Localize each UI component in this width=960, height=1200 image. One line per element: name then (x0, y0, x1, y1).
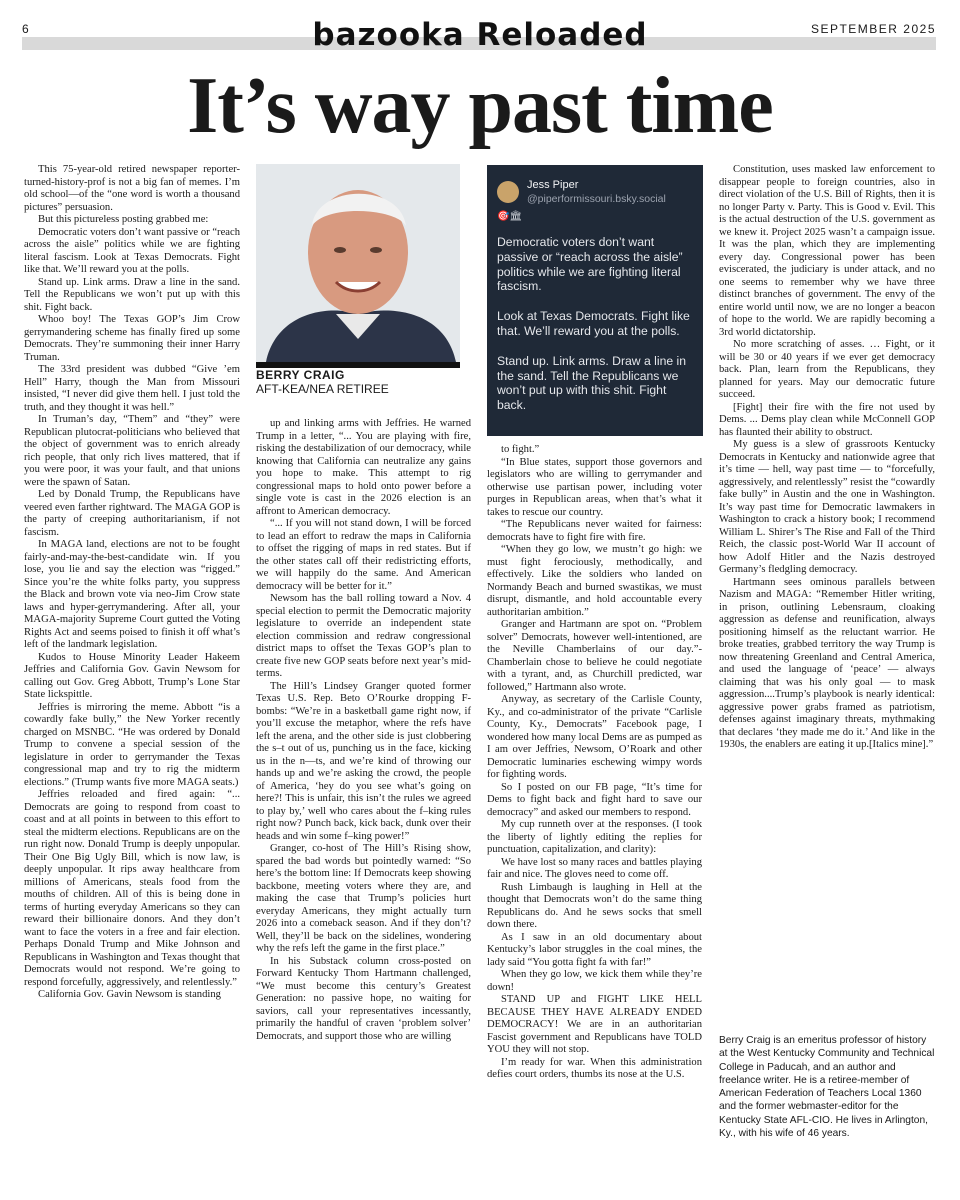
issue-date: SEPTEMBER 2025 (810, 22, 936, 36)
article-paragraph: Stand up. Link arms. Draw a line in the sand. Tell the Republicans we won’t put up with this shit. Fight back. (24, 276, 240, 313)
byline-name: BERRY CRAIG (256, 368, 345, 382)
publication-masthead: bazooka Reloaded (312, 17, 648, 53)
article-paragraph: My guess is a slew of grassroots Kentucky Democrats in Kentucky and nationwide agree that it’s time — hell, way past time — to “forcefully, aggressively, and relentlessly” resist the “cowardly fake bully” in Austin and the one in Washington. It’s way past time for Democratic lawmakers in Washington to crack a history book; I recommend William L. Shirer’s The Rise and Fall of the Third Reich, the classic post-World War II account of how Adolf Hitler and the Nazis destroyed Germany’s fledgling democracy. (719, 439, 935, 575)
article-paragraph: up and linking arms with Jeffries. He warned Trump in a letter, “... You are playing with fire, risking the destabilization of our democracy, while knowing that California can neutralize any gains you hope to make. This attempt to rig congressional maps to hold onto power before a single vote is cast in the 2026 election is an affront to American democracy. (256, 418, 471, 517)
article-paragraph: Hartmann sees ominous parallels between Nazism and MAGA: “Remember Hitler writing, in prison, outlining Lebensraum, cloaking aggression as defense and reunification, always positioning himself as the reluctant warrior. He broke treaties, grabbed territory the way Trump is now threatening Greenland and Central America, and used the language of ‘peace’ — always claiming that was his only goal — to mask aggression....Trump’s playbook is nearly identical: aggressive power grabs framed as patriotism, defenses against imaginary threats, mythmaking that declares ‘they made me do it.’ And like in the 1930s, the enablers are eating it up.[Italics mine].” (719, 576, 935, 750)
article-paragraph: The 33rd president was dubbed “Give ’em Hell” Harry, though the Man from Missouri insisted, “I never did give them hell. I just told the truth, and they thought it was hell.” (24, 364, 240, 413)
article-paragraph: This 75-year-old retired newspaper reporter-turned-history-prof is not a big fan of memes. I’m old school—of the “one word is worth a thousand pictures” persuasion. (24, 164, 240, 213)
article-paragraph: Kudos to House Minority Leader Hakeem Jeffries and California Gov. Gavin Newsom for calling out Gov. Greg Abbott, Trump’s Lone Star State lickspittle. (24, 651, 240, 700)
article-paragraph: Granger and Hartmann are spot on. “Problem solver” Democrats, however well-intentioned, are the Neville Chamberlains of our day.”- Chamberlain chose to believe he could negotiate with a tyrant, and, as Churchill predicted, war followed,” Hartmann also wrote. (487, 619, 702, 693)
page-number: 6 (22, 22, 30, 36)
article-paragraph: No more scratching of asses. … Fight, or it will be 30 or 40 years if we ever get democracy back. Plan, learn from the Republicans, they planned for years. May our democratic future succeed. (719, 339, 935, 400)
article-paragraph: California Gov. Gavin Newsom is standing (38, 989, 221, 1000)
article-paragraph: We have lost so many races and battles playing fair and nice. The gloves need to come off. (487, 856, 702, 880)
article-column-3 (487, 444, 702, 1082)
article-column-2 (256, 418, 471, 1043)
article-paragraph: In Truman’s day, “Them” and “they” were Republican plutocrat-politicians who believed that the object of government was to enrich already rich people, that only rich lives mattered, that if you were poor, it was your fault, and that unions were the spawn of Satan. (24, 414, 240, 488)
article-paragraph: Led by Donald Trump, the Republicans have veered even farther rightward. The MAGA GOP is the party of creeping authoritarianism, if not fascism. (24, 489, 240, 538)
article-paragraph: Anyway, as secretary of the Carlisle County, Ky., and co-administrator of the private “Carlisle County, Ky., Democrats” Facebook page, I wondered how many local Dems are as pumped as I am over Jeffries, Newsom, O’Roark and other Democratic luminaries eschewing wimpy words for fighting words. (487, 694, 702, 780)
article-paragraph: When they go low, we kick them while they’re down! (487, 969, 702, 993)
article-paragraph: “When they go low, we mustn’t go high: we must fight ferociously, methodically, and effectively. Like the soldiers who landed on Normandy Beach and burned swastikas, we must disrupt, dismantle, and hold accountable every authoritarian ambition.” (487, 544, 702, 618)
article-paragraph: Jeffries is mirroring the meme. Abbott “is a cowardly fake bully,” the New Yorker recently charged on MSNBC. “He was ordered by Donald Trump to convene a special session of the legislature in order to gerrymander the Texas congressional map and try to rig the midterm elections.” (Trump wants five more MAGA seats.) (24, 701, 240, 788)
article-column-4 (719, 164, 935, 752)
article-paragraph: Democratic voters don’t want passive or “reach across the aisle” politics while we are fighting literal fascism. Look at Texas Democrats. Fight like that. We’ll reward you at the polls. (24, 226, 240, 275)
article-paragraph: The Hill’s Lindsey Granger quoted former Texas U.S. Rep. Beto O’Rourke dropping F-bombs: “We’re in a basketball game right now, if you’ll excuse the metaphor, where the refs have left the arena, and the other side is just clobbering the s–t out of us, punching us in the face, kicking us in the n—ts, and we’re kind of throwing our hands up and we’re asking the crowd, the people of America, ‘hey do you see what’s going on here?! This is unfair, this isn’t the rules we agreed to play by,’ well who cares about the f–king rules right now? Punch back, kick back, dunk over their heads and win some f–king power!” (256, 680, 471, 842)
article-paragraph: Rush Limbaugh is laughing in Hell at the thought that Democrats won’t do the same thing Republicans do. And he sews socks that smell down there. (487, 881, 702, 930)
byline-title: AFT-KEA/NEA RETIREE (256, 382, 389, 396)
article-paragraph: [Fight] their fire with the fire not used by Dems. ... Dems play clean while McConnell GOP has flaunted their ability to obstruct. (719, 401, 935, 438)
article-paragraph: But this pictureless posting grabbed me: (38, 214, 209, 225)
post-badges: 🎯🏛 (497, 211, 523, 222)
post-paragraph: Stand up. Link arms. Draw a line in the sand. Tell the Republicans we won’t put up with this shit. Fight back. (497, 353, 686, 413)
article-paragraph: STAND UP and FIGHT LIKE HELL BECAUSE THEY HAVE ALREADY ENDED DEMOCRACY! We are in an authoritarian Fascist government and Republicans have TOLD YOU they will not stop. (487, 994, 702, 1055)
article-paragraph: “... If you will not stand down, I will be forced to lead an effort to redraw the maps in California to offset the rigging of maps in red states. But if the other states call off their redistricting efforts, we will happily do the same. And American democracy will be better for it.” (256, 518, 471, 592)
article-paragraph: Newsom has the ball rolling toward a Nov. 4 special election to permit the Democratic majority legislature to override an independent state election commission and redraw congressional district maps to offset the Texas GOP’s plan to create five new GOP seats before next year’s mid-terms. (256, 593, 471, 679)
article-paragraph: Granger, co-host of The Hill’s Rising show, spared the bad words but pointedly warned: “So here’s the bottom line: If Democrats keep showing backbone, meeting voters where they are, and making the case that Trump’s policies hurt everyday Americans, they might actually turn 2026 into a comeback season. And if they don’t? Well, they’ll be back on the sidelines, wondering why the refs left the game in the first place.” (256, 843, 471, 954)
article-paragraph: I’m ready for war. When this administration defies court orders, thumbs its nose at the U.S. (487, 1056, 702, 1080)
avatar (497, 181, 519, 203)
article-paragraph: “The Republicans never waited for fairness: democrats have to fight fire with fire. (487, 519, 702, 543)
article-paragraph: In MAGA land, elections are not to be fought fairly-and-may-the-best-candidate win. If you lose, you lie and say the election was “rigged.” Since you’re the white folks party, you suppress the Black and brown vote via neo-Jim Crow state laws and hyper-gerrymandering. After all, your MAGA-majority Supreme Court gutted the Voting Rights Act and seems poised to finish it off what’s left of the landmark legislation. (24, 539, 240, 650)
author-bio: Berry Craig is an emeritus professor of history at the West Kentucky Community and Technical College in Paducah, and an author and freelance writer. He is a retiree-member of American Federation of Teachers Local 1360 and the former webmaster-editor for the Kentucky State AFL-CIO. He lives in Arlington, Ky., with his wife of 46 years. (719, 1035, 935, 1140)
article-paragraph: to fight.” (501, 444, 540, 455)
post-author: Jess Piper (527, 179, 579, 191)
article-paragraph: Jeffries reloaded and fired again: “... Democrats are going to respond from coast to coast and at all points in between to this effort to steal the midterm elections. Republicans are on the run right now. Donald Trump is deeply unpopular. Their One Big Ugly Bill, which is now law, is deeply unpopular. It rips away healthcare from millions of Americans, steals food from the mouths of children. All of this is being done in terms of hurting everyday Americans so they can reward their billionaire donors. And they don’t want to face the voters in a free and fair election. Perhaps Donald Trump and Mike Johnson and Republicans in Washington and Texas thought that Democrats would not respond. We’re going to respond forcefully, aggressively, and relentlessly.” (24, 789, 240, 988)
post-handle: @piperformissouri.bsky.social (527, 193, 666, 205)
author-portrait-graphic (256, 164, 460, 362)
article-paragraph: As I saw in an old documentary about Kentucky’s labor struggles in the coal mines, the lady said “You gotta fight fa with far!” (487, 931, 702, 968)
author-photo (256, 164, 460, 368)
article-paragraph: “In Blue states, support those governors and legislators who are willing to gerrymander and otherwise use partisan power, including voter purges in Republican areas, when that’s what it takes to rescue our country. (487, 456, 702, 518)
article-paragraph: So I posted on our FB page, “It’s time for Dems to fight back and fight hard to save our democracy” and asked our members to respond. (487, 781, 702, 818)
article-paragraph: In his Substack column cross-posted on Forward Kentucky Thom Hartmann challenged, “We must become this century’s Greatest Generation: no passive hope, no waiting for saviors, call your representatives incessantly, primarily the handful of craven ‘problem solver’ Democrats, and support those who are willing (256, 955, 471, 1042)
article-paragraph: Whoo boy! The Texas GOP’s Jim Crow gerrymandering scheme has finally fired up some Democrats. They’re summoning their inner Harry Truman. (24, 314, 240, 363)
post-body (497, 235, 697, 428)
article-column-1 (24, 164, 240, 1002)
post-paragraph: Democratic voters don’t want passive or “reach across the aisle” politics while we are fighting literal fascism. (497, 235, 683, 294)
article-paragraph: My cup runneth over at the responses. (I took the liberty of lightly editing the replies for punctuation, capitalization, and clarity): (487, 819, 702, 855)
social-post-screenshot (487, 165, 703, 436)
article-paragraph: Constitution, uses masked law enforcement to disappear people to foreign countries, also in direct violation of the U.S. Bill of Rights, then it is no longer Party v. Party. This is Good v. Evil. This is the actual destruction of the U.S. government as we knew it. Project 2025 wasn’t a campaign issue. It was the plan, which they are implementing every day. Congressional power has been eviscerated, the judiciary is under attack, and no one seems to remember why we have three distinct branches of government. The envy of the entire world until now, we are no longer a beacon of hope to the world. We are rapidly becoming a 3rd world dictatorship. (719, 164, 935, 338)
article-headline: It’s way past time (187, 62, 773, 150)
post-paragraph: Look at Texas Democrats. Fight like that. We’ll reward you at the polls. (497, 309, 690, 338)
